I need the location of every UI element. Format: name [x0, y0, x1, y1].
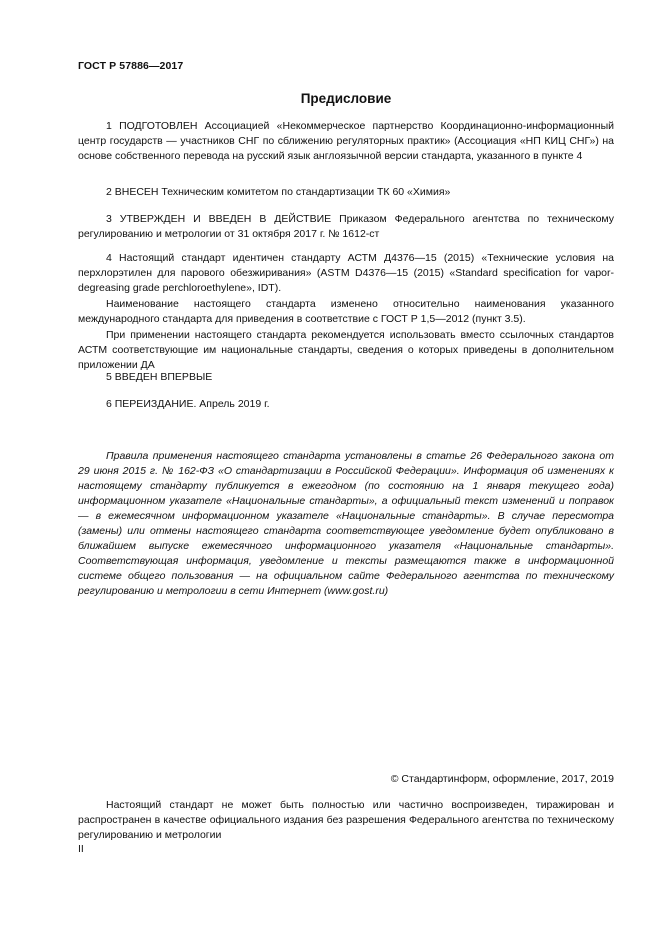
preface-item-1: 1 ПОДГОТОВЛЕН Ассоциацией «Некоммерческое партнерство Координационно-информационный центр государств — участников СНГ по сближению регуляторных практик» (Ассоциация «НП КИЦ СНГ») на основе собственного перевода на русский язык англоязычной версии стандарта, указанного в пункте 4: [78, 120, 614, 162]
page-number: II: [78, 843, 84, 855]
preface-item-5: 5 ВВЕДЕН ВПЕРВЫЕ: [106, 371, 213, 383]
preface-item-2: 2 ВНЕСЕН Техническим комитетом по стандартизации ТК 60 «Химия»: [106, 186, 451, 198]
copyright-line: © Стандартинформ, оформление, 2017, 2019: [390, 773, 614, 785]
preface-title: Предисловие: [300, 91, 392, 106]
preface-item-4-name-change: Наименование настоящего стандарта изменено относительно наименования указанного международного стандарта для приведения в соответствие с ГОСТ Р 1,5—2012 (пункт 3.5).: [78, 298, 614, 325]
reproduction-notice: Настоящий стандарт не может быть полностью или частично воспроизведен, тиражирован и распространен в качестве официального издания без разрешения Федерального агентства по техническому регулированию и метрологии: [78, 799, 614, 841]
preface-item-4: 4 Настоящий стандарт идентичен стандарту АСТМ Д4376—15 (2015) «Технические условия на перхлорэтилен для парового обезжиривания» (ASTM D4376—15 (2015) «Standard specification for vapor-degreasing grade perchloroethylene», IDT).: [78, 252, 614, 294]
legal-notice: Правила применения настоящего стандарта установлены в статье 26 Федерального закона от 29 июня 2015 г. № 162-ФЗ «О стандартизации в Российской Федерации». Информация об изменениях к настоящему стандарту публикуется в ежегодном (по состоянию на 1 января текущего года) информационном указателе «Национальные стандарты», а официальный текст изменений и поправок — в ежемесячном информационном указателе «Национальные стандарты». В случае пересмотра (замены) или отмены настоящего стандарта соответствующее уведомление будет опубликовано в ближайшем выпуске ежемесячного информационного указателя «Национальные стандарты». Соответствующая информация, уведомление и тексты размещаются также в информационной системе общего пользования — на официальном сайте Федерального агентства по техническому регулированию и метрологии в сети Интернет (www.gost.ru): [78, 450, 614, 597]
document-code-header: ГОСТ Р 57886—2017: [78, 60, 184, 72]
preface-item-6: 6 ПЕРЕИЗДАНИЕ. Апрель 2019 г.: [106, 398, 270, 410]
preface-item-4-reference-note: При применении настоящего стандарта рекомендуется использовать вместо ссылочных стандартов АСТМ соответствующие им национальные стандарты, сведения о которых приведены в дополнительном приложении ДА: [78, 329, 614, 371]
preface-item-3: 3 УТВЕРЖДЕН И ВВЕДЕН В ДЕЙСТВИЕ Приказом Федерального агентства по техническому регулированию и метрологии от 31 октября 2017 г. № 1612-ст: [78, 213, 614, 240]
